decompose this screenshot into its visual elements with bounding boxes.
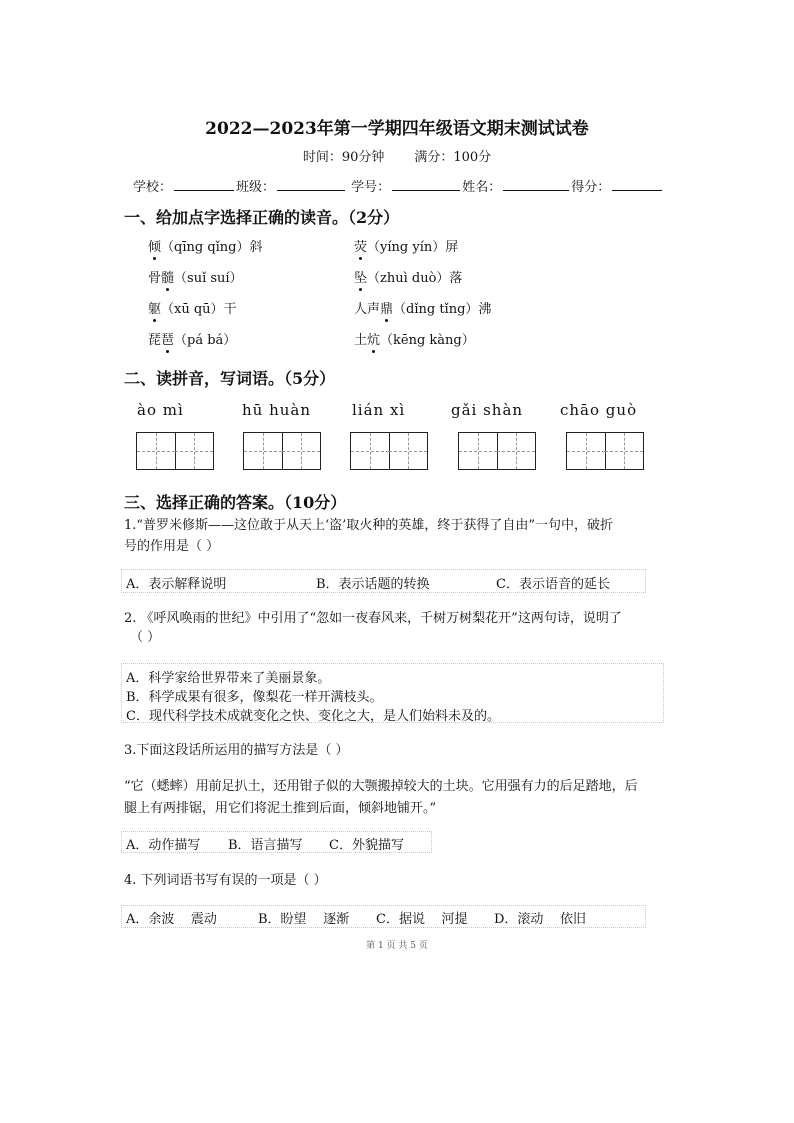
- dotted-char: 琶: [161, 333, 175, 348]
- name-blank[interactable]: [503, 178, 569, 191]
- pinyin-item: 坠（zhuì duò）落: [354, 271, 463, 286]
- option-c[interactable]: C．表示语音的延长: [496, 577, 610, 592]
- question-2-text-cont: （ ）: [130, 630, 161, 645]
- dotted-char: 躯: [148, 302, 162, 317]
- section1-heading: 一、给加点字选择正确的读音。（2分）: [124, 208, 400, 227]
- exam-meta: [0, 146, 794, 165]
- pinyin-word: gǎi shàn: [451, 401, 524, 419]
- question-3-text: 3.下面这段话所运用的描写方法是（ ）: [124, 743, 349, 758]
- pinyin-item: 土炕（kēng kàng）: [354, 333, 475, 348]
- student-no-label: 学号：: [351, 180, 391, 195]
- pinyin-word: ào mì: [137, 401, 184, 419]
- option-c[interactable]: C．外貌描写: [329, 838, 404, 853]
- student-info-line: [133, 176, 664, 195]
- school-blank[interactable]: [174, 178, 234, 191]
- student-no-blank[interactable]: [392, 178, 460, 191]
- dotted-char: 坠: [354, 271, 368, 286]
- question-1-text-cont: 号的作用是（ ）: [124, 539, 220, 554]
- pinyin-item: 骨髓（suǐ suí）: [148, 271, 243, 286]
- pinyin-item: 倾（qīng qǐng）斜: [148, 240, 263, 255]
- writing-grid[interactable]: [136, 432, 214, 470]
- writing-grid[interactable]: [350, 432, 428, 470]
- option-a[interactable]: A．动作描写: [126, 838, 201, 853]
- exam-time: 时间：90分钟: [302, 150, 385, 165]
- section2-heading: 二、读拼音，写词语。（5分）: [124, 369, 336, 388]
- pinyin-word: lián xì: [352, 401, 406, 419]
- option-b[interactable]: B．表示话题的转换: [316, 577, 430, 592]
- school-label: 学校：: [133, 180, 173, 195]
- score-label: 得分：: [571, 180, 611, 195]
- option-b[interactable]: B．科学成果有很多，像梨花一样开满枝头。: [126, 690, 383, 705]
- page-footer: 第 1 页 共 5 页: [366, 941, 428, 951]
- question-1-text: 1.“普罗米修斯——这位敢于从天上‘盗’取火种的英雄，终于获得了自由”一句中，破折: [124, 518, 613, 533]
- option-b[interactable]: B．语言描写: [228, 838, 303, 853]
- writing-grid[interactable]: [566, 432, 644, 470]
- question-3-quote: “它（蟋蟀）用前足扒土，还用钳子似的大颚搬掉较大的土块。它用强有力的后足踏地，后: [124, 779, 638, 794]
- question-2-text: 2. 《呼风唤雨的世纪》中引用了“忽如一夜春风来，千树万树梨花开”这两句诗，说明了: [124, 611, 622, 626]
- pinyin-item: 人声鼎（dǐng tǐng）沸: [354, 302, 492, 317]
- dotted-char: 倾: [148, 240, 162, 255]
- class-label: 班级：: [236, 180, 276, 195]
- question-3-quote-cont: 腿上有两排锯，用它们将泥土推到后面，倾斜地铺开。”: [124, 801, 437, 816]
- writing-grid[interactable]: [243, 432, 321, 470]
- class-blank[interactable]: [277, 178, 345, 191]
- dotted-char: 髓: [161, 271, 175, 286]
- option-b[interactable]: B．盼望 逐渐: [258, 912, 350, 927]
- pinyin-word: hū huàn: [242, 401, 312, 419]
- page-title: 2022—2023年第一学期四年级语文期末测试试卷: [205, 119, 589, 139]
- option-d[interactable]: D．滚动 依旧: [494, 912, 586, 927]
- option-a[interactable]: A．余波 震动: [126, 912, 217, 927]
- option-a[interactable]: A．科学家给世界带来了美丽景象。: [126, 671, 331, 686]
- option-c[interactable]: C．据说 河提: [376, 912, 468, 927]
- dotted-char: 炕: [367, 333, 381, 348]
- question-4-text: 4. 下列词语书写有误的一项是（ ）: [124, 873, 327, 888]
- pinyin-item: 躯（xū qū）干: [148, 302, 237, 317]
- pinyin-item: 荧（yíng yín）屏: [354, 240, 459, 255]
- option-a[interactable]: A．表示解释说明: [126, 577, 227, 592]
- section3-heading: 三、选择正确的答案。（10分）: [124, 493, 347, 512]
- score-blank[interactable]: [612, 178, 662, 191]
- option-c[interactable]: C．现代科学技术成就变化之快、变化之大，是人们始料未及的。: [126, 709, 500, 724]
- writing-grid[interactable]: [458, 432, 536, 470]
- dotted-char: 鼎: [380, 302, 394, 317]
- exam-full-score: 满分：100分: [414, 150, 492, 165]
- pinyin-item: 琵琶（pá bá）: [148, 333, 237, 348]
- name-label: 姓名：: [462, 180, 502, 195]
- dotted-char: 荧: [354, 240, 368, 255]
- pinyin-word: chāo guò: [560, 401, 638, 419]
